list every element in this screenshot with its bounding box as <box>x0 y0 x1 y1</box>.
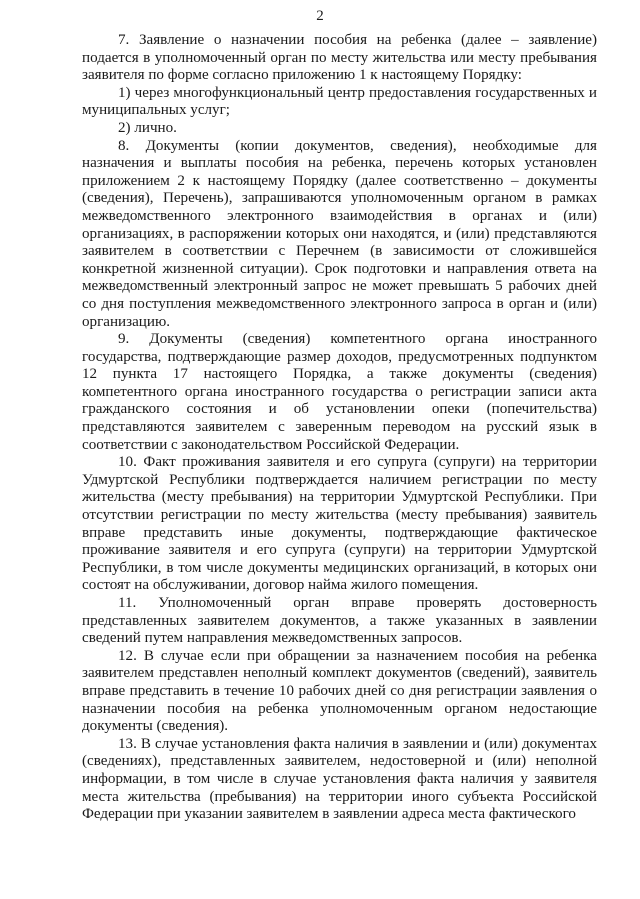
paragraph-11: 11. Уполномоченный орган вправе проверять достоверность представленных заявителем документов, а также указанных в заявлении сведений путем направления межведомственных запросов. <box>82 595 597 647</box>
paragraph-7-intro: 7. Заявление о назначении пособия на ребенка (далее – заявление) подается в уполномоченный орган по месту жительства или месту пребывания заявителя по форме согласно приложению 1 к настоящему Порядку: <box>82 32 597 84</box>
page-number: 2 <box>316 8 324 24</box>
paragraph-12: 12. В случае если при обращении за назначением пособия на ребенка заявителем представлен неполный комплект документов (сведений), заявитель вправе представить в течение 10 рабочих дней со дня регистрации заявления о назначении пособия на ребенка уполномоченным органом недостающие документы (сведения). <box>82 647 597 735</box>
paragraph-7-item-2: 2) лично. <box>118 119 177 136</box>
paragraph-9: 9. Документы (сведения) компетентного органа иностранного государства, подтверждающие размер доходов, предусмотренных подпунктом 12 пункта 17 настоящего Порядка, а также документы (сведения) компетентного органа иностранного государства о регистрации записи акта гражданского состояния и об установлении опеки (попечительства) представляются заявителем с заверенным переводом на русский язык в соответствии с законодательством Российской Федерации. <box>82 331 597 453</box>
paragraph-13: 13. В случае установления факта наличия в заявлении и (или) документах (сведениях), представленных заявителем, недостоверной и (или) неполной информации, в том числе в случае установления факта наличия у заявителя места жительства (пребывания) на территории иного субъекта Российской Федерации при указании заявителем в заявлении адреса места фактического <box>82 735 597 823</box>
paragraph-10: 10. Факт проживания заявителя и его супруга (супруги) на территории Удмуртской Республики подтверждается наличием регистрации по месту жительства (месту пребывания) на территории Удмуртской Республики. При отсутствии регистрации по месту жительства (месту пребывания) заявитель вправе представить иные документы, подтверждающие фактическое проживание заявителя и его супруга (супруги) на территории Удмуртской Республики, в том числе документы медицинских организаций, в которых они состоят на обслуживании, договор найма жилого помещения. <box>82 454 597 594</box>
paragraph-7-item-1: 1) через многофункциональный центр предоставления государственных и муниципальных услуг; <box>82 84 597 119</box>
document-body <box>82 32 597 824</box>
paragraph-8: 8. Документы (копии документов, сведения), необходимые для назначения и выплаты пособия на ребенка, перечень которых установлен приложением 2 к настоящему Порядку (далее соответственно – документы (сведения), Перечень), запрашиваются уполномоченным органом в рамках межведомственного электронного взаимодействия в органах и (или) организациях, в распоряжении которых они находятся, и (или) представляются заявителем в соответствии с Перечнем (в зависимости от сложившейся конкретной жизненной ситуации). Срок подготовки и направления ответа на межведомственный электронный запрос не может превышать 5 рабочих дней со дня поступления межведомственного электронного запроса в орган и (или) организацию. <box>82 137 597 330</box>
